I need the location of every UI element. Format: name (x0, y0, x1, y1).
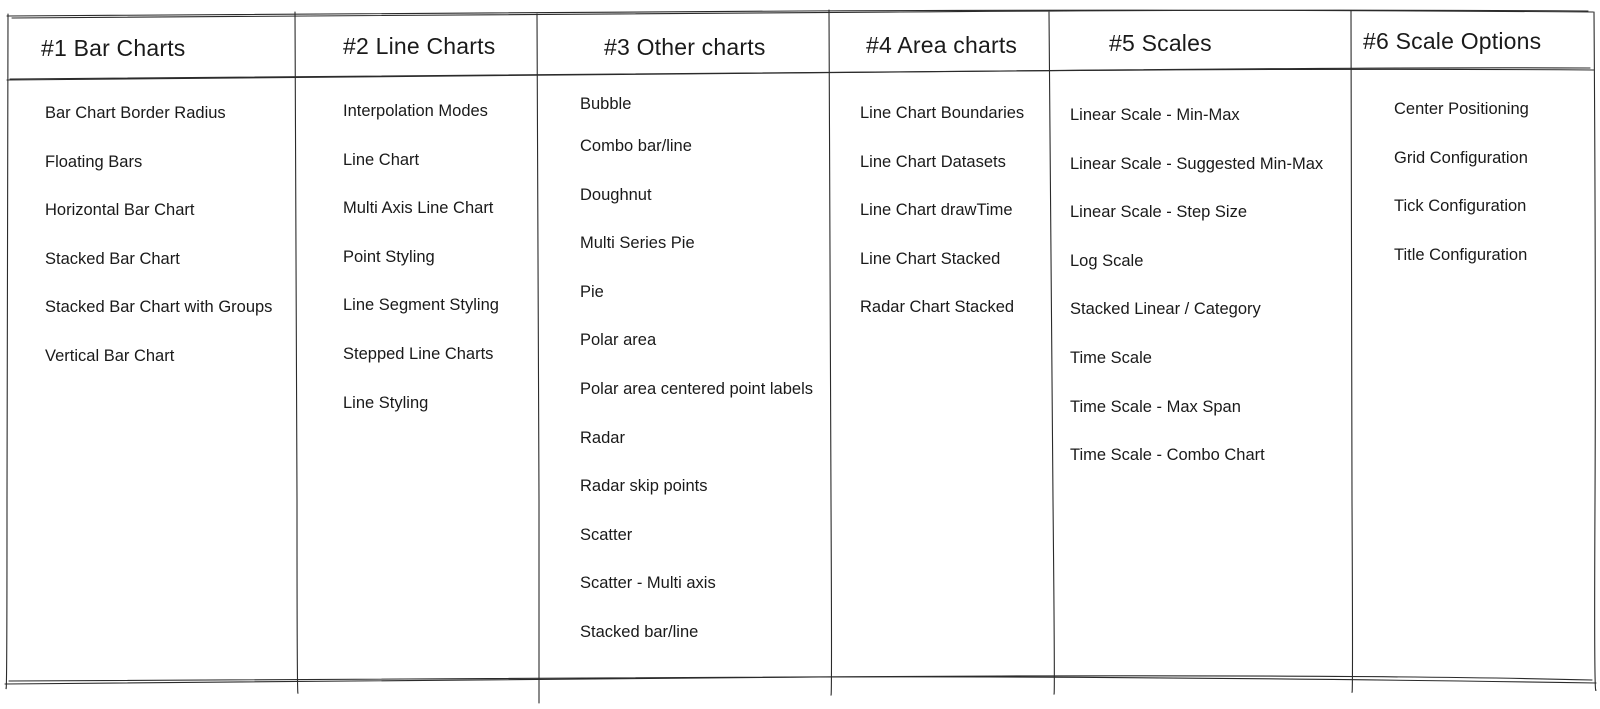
table-right-border (1594, 12, 1596, 690)
list-item[interactable]: Doughnut (580, 185, 652, 204)
list-item[interactable]: Interpolation Modes (343, 102, 488, 120)
scale-options-list (1394, 99, 1529, 293)
list-item[interactable]: Radar skip points (580, 477, 708, 496)
column-title-scales: #5 Scales (1109, 30, 1212, 56)
list-item[interactable]: Stacked bar/line (580, 622, 699, 641)
list-item[interactable]: Stacked Linear / Category (1070, 300, 1261, 319)
list-item[interactable]: Multi Axis Line Chart (343, 199, 494, 218)
list-item[interactable]: Line Chart Datasets (860, 152, 1006, 171)
list-item[interactable]: Time Scale - Max Span (1070, 397, 1241, 416)
table-top-border (7, 10, 1593, 16)
list-item[interactable]: Radar (580, 428, 625, 447)
list-item[interactable]: Time Scale (1070, 348, 1152, 367)
list-item[interactable]: Line Chart (343, 150, 420, 169)
list-item[interactable]: Linear Scale - Min-Max (1070, 106, 1240, 124)
bar-charts-list (45, 103, 272, 395)
list-item[interactable]: Linear Scale - Suggested Min-Max (1070, 154, 1324, 173)
list-item[interactable]: Scatter - Multi axis (580, 574, 716, 593)
column-title-other-charts: #3 Other charts (604, 34, 766, 60)
header-divider-stroke (10, 68, 1590, 79)
list-item[interactable]: Polar area centered point labels (580, 379, 813, 398)
column-divider-3 (829, 10, 832, 695)
list-item[interactable]: Time Scale - Combo Chart (1070, 446, 1265, 465)
list-item[interactable]: Tick Configuration (1394, 197, 1527, 216)
line-charts-list (343, 101, 499, 441)
table-top-border-stroke (12, 10, 1588, 18)
list-item[interactable]: Scatter (580, 525, 633, 544)
list-item[interactable]: Point Styling (343, 247, 435, 266)
list-item[interactable]: Vertical Bar Chart (45, 346, 175, 365)
column-title-line-charts: #2 Line Charts (343, 33, 496, 59)
list-item[interactable]: Pie (580, 282, 604, 301)
table-bottom-border-stroke (9, 676, 1592, 681)
list-item[interactable]: Center Positioning (1394, 100, 1529, 118)
header-divider (7, 69, 1594, 80)
list-item[interactable]: Grid Configuration (1394, 148, 1528, 167)
list-item[interactable]: Line Chart Stacked (860, 249, 1001, 268)
column-title-scale-options: #6 Scale Options (1363, 28, 1542, 54)
table-bottom-border (5, 677, 1596, 684)
list-item[interactable]: Line Styling (343, 393, 429, 412)
column-title-area-charts: #4 Area charts (866, 32, 1018, 58)
other-charts-list (580, 94, 813, 671)
list-item[interactable]: Floating Bars (45, 152, 143, 171)
list-item[interactable]: Combo bar/line (580, 137, 692, 155)
list-item[interactable]: Stacked Bar Chart (45, 249, 180, 268)
list-item[interactable]: Horizontal Bar Chart (45, 201, 195, 220)
column-divider-1 (295, 12, 298, 693)
area-charts-list (860, 103, 1024, 346)
list-item[interactable]: Line Chart Boundaries (860, 104, 1025, 122)
list-item[interactable]: Bubble (580, 95, 632, 113)
column-divider-2 (537, 14, 539, 703)
list-item[interactable]: Line Segment Styling (343, 296, 499, 315)
list-item[interactable]: Title Configuration (1394, 245, 1528, 264)
list-item[interactable]: Radar Chart Stacked (860, 298, 1015, 317)
scales-list (1070, 105, 1323, 494)
column-divider-5 (1351, 11, 1353, 692)
column-divider-4 (1049, 12, 1054, 694)
list-item[interactable]: Bar Chart Border Radius (45, 104, 226, 122)
list-item[interactable]: Log Scale (1070, 251, 1144, 270)
list-item[interactable]: Polar area (580, 331, 657, 350)
list-item[interactable]: Multi Series Pie (580, 234, 695, 253)
column-title-bar-charts: #1 Bar Charts (41, 35, 186, 61)
table-left-border (6, 14, 8, 689)
list-item[interactable]: Stepped Line Charts (343, 344, 494, 363)
list-item[interactable]: Line Chart drawTime (860, 201, 1013, 220)
list-item[interactable]: Stacked Bar Chart with Groups (45, 298, 273, 317)
list-item[interactable]: Linear Scale - Step Size (1070, 203, 1248, 222)
